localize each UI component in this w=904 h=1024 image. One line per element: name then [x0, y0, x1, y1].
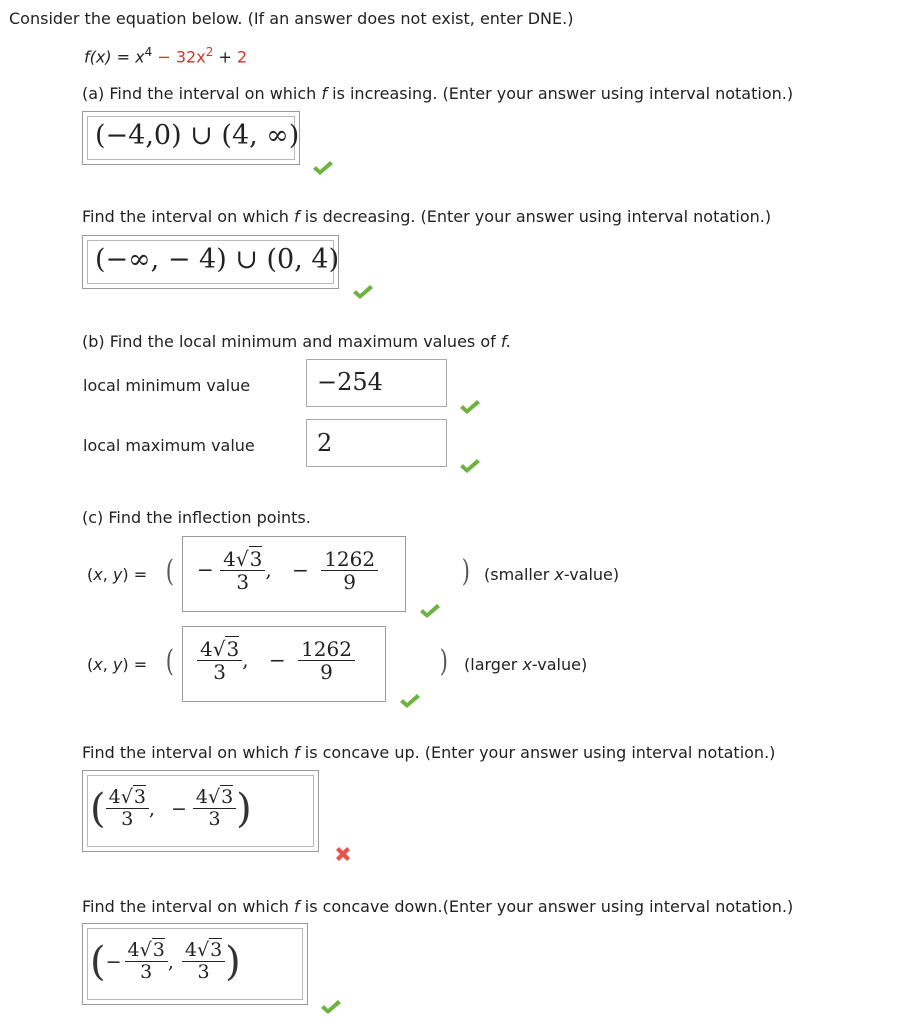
p1-y-fraction — [321, 549, 378, 593]
cd-sign: − — [105, 951, 122, 973]
smaller-x-note — [484, 565, 619, 584]
increasing-answer: (−4,0) ∪ (4, ∞) — [95, 120, 300, 151]
correct-check-icon — [459, 458, 481, 474]
xy-open: ( — [87, 655, 94, 674]
inflection-point-1-value — [197, 549, 378, 593]
p2-note-x: x — [522, 655, 532, 674]
xy-close: ) = — [122, 655, 148, 674]
left-paren: ( — [165, 644, 174, 679]
p2-x-den: 3 — [213, 660, 226, 684]
cu-right-radicand: 3 — [221, 786, 234, 809]
cu-comma: , — [148, 798, 155, 820]
decreasing-prompt-f: f — [294, 207, 300, 226]
concave-down-prompt-f: f — [294, 897, 300, 916]
p1-note-x: x — [554, 565, 564, 584]
concave-up-answer — [90, 779, 252, 839]
cd-left-num-coef: 4 — [127, 939, 140, 962]
equation-exp2: 2 — [205, 45, 214, 59]
part-c-prompt: (c) Find the inflection points. — [82, 508, 311, 527]
p2-x-num-coef: 4 — [200, 637, 213, 661]
left-paren: ( — [90, 939, 106, 985]
cd-right-num-coef: 4 — [184, 939, 197, 962]
decreasing-prompt-suffix: is decreasing. (Enter your answer using interval notation.) — [299, 207, 772, 226]
p2-y-num: 1262 — [298, 639, 355, 661]
inflection-point-2-input[interactable] — [182, 626, 386, 702]
local-min-input[interactable] — [306, 359, 447, 407]
cd-right-den: 3 — [197, 961, 210, 984]
decreasing-prompt-prefix: Find the interval on which — [82, 207, 295, 226]
p1-x-num-coef: 4 — [223, 547, 236, 571]
p2-comma: , — [242, 647, 249, 672]
correct-check-icon — [419, 603, 441, 619]
incorrect-x-icon — [334, 845, 352, 863]
equation-coef: 32x — [175, 47, 206, 67]
p1-sign-x: − — [197, 557, 214, 582]
p2-y-fraction — [298, 639, 355, 683]
cd-left-fraction: $\frac{4√3}{3}$ — [125, 941, 168, 983]
p1-sign-y: − — [292, 557, 309, 582]
correct-check-icon — [320, 999, 342, 1015]
cd-right-fraction: $\frac{4√3}{3}$ — [182, 941, 225, 983]
p1-y-den: 9 — [343, 570, 356, 594]
p2-x-radicand: 3 — [226, 637, 240, 661]
inflection-point-2-value — [197, 639, 355, 683]
equation — [84, 45, 247, 66]
xy-y: y — [112, 655, 123, 674]
cu-left-fraction: $\frac{4√3}{3}$ — [106, 788, 149, 830]
local-max-value: 2 — [317, 429, 333, 457]
cd-comma: , — [167, 951, 174, 973]
correct-check-icon — [312, 160, 334, 176]
p2-note-pre: (larger — [464, 655, 523, 674]
part-a-prompt — [82, 84, 793, 103]
xy-close: ) = — [122, 565, 148, 584]
concave-down-prompt — [82, 897, 793, 916]
local-min-label: local minimum value — [83, 376, 251, 395]
p1-x-den: 3 — [236, 570, 250, 594]
part-a-prompt-suffix: is increasing. (Enter your answer using interval notation.) — [327, 84, 794, 103]
concave-up-prompt-f: f — [294, 743, 300, 762]
p2-note-post: -value) — [531, 655, 588, 674]
equation-plus: + — [218, 47, 232, 67]
larger-x-note — [464, 655, 587, 674]
p1-x-fraction: $\frac{4√3}{3}$ — [220, 549, 265, 593]
p1-note-post: -value) — [563, 565, 620, 584]
part-b-prompt-f: f. — [500, 332, 512, 351]
xy-label-1 — [87, 565, 147, 584]
local-max-label: local maximum value — [83, 436, 255, 455]
xy-mid: , — [102, 565, 113, 584]
inflection-point-1-input[interactable] — [182, 536, 406, 612]
intro-text: Consider the equation below. (If an answer does not exist, enter DNE.) — [9, 9, 574, 28]
decreasing-prompt — [82, 207, 771, 226]
xy-x: x — [93, 655, 103, 674]
correct-check-icon — [459, 399, 481, 415]
cu-right-fraction: $\frac{4√3}{3}$ — [193, 788, 236, 830]
p2-sign-y: − — [268, 647, 286, 672]
decreasing-answer-box[interactable] — [82, 235, 339, 289]
local-min-value: −254 — [317, 368, 383, 396]
concave-up-prompt-prefix: Find the interval on which — [82, 743, 295, 762]
concave-down-prompt-suffix: is concave down.(Enter your answer using interval notation.) — [299, 897, 794, 916]
part-b-prompt-prefix: (b) Find the local minimum and maximum values of — [82, 332, 501, 351]
correct-check-icon — [352, 284, 374, 300]
concave-down-answer — [90, 932, 241, 992]
p2-y-den: 9 — [320, 660, 333, 684]
concave-up-answer-box[interactable] — [82, 770, 319, 852]
concave-up-prompt-suffix: is concave up. (Enter your answer using interval notation.) — [299, 743, 776, 762]
equation-minus: − — [157, 47, 171, 67]
cd-left-den: 3 — [140, 961, 153, 984]
cd-right-radicand: 3 — [210, 939, 223, 962]
decreasing-answer: (−∞, − 4) ∪ (0, 4) — [95, 244, 340, 275]
xy-y: y — [112, 565, 123, 584]
left-paren: ( — [165, 554, 174, 589]
xy-x: x — [93, 565, 103, 584]
part-b-prompt — [82, 332, 511, 351]
right-paren: ) — [236, 786, 252, 832]
part-a-prompt-prefix: (a) Find the interval on which — [82, 84, 322, 103]
equation-fx: f(x) = x — [84, 47, 145, 67]
p1-y-num: 1262 — [321, 549, 378, 571]
cu-sign: − — [170, 798, 187, 820]
p2-x-fraction: $\frac{4√3}{3}$ — [197, 639, 242, 683]
right-paren: ) — [225, 939, 241, 985]
equation-exp4: 4 — [144, 45, 153, 59]
cu-right-num-coef: 4 — [195, 786, 208, 809]
correct-check-icon — [399, 693, 421, 709]
cu-right-den: 3 — [208, 808, 221, 831]
left-paren: ( — [90, 786, 106, 832]
p1-x-radicand: 3 — [249, 547, 263, 571]
cu-left-den: 3 — [121, 808, 134, 831]
local-max-input[interactable] — [306, 419, 447, 467]
xy-mid: , — [102, 655, 113, 674]
xy-label-2 — [87, 655, 147, 674]
cu-left-num-coef: 4 — [108, 786, 121, 809]
cd-left-radicand: 3 — [152, 939, 165, 962]
concave-down-answer-box[interactable] — [82, 923, 308, 1005]
part-a-prompt-f: f — [321, 84, 328, 103]
concave-up-prompt — [82, 743, 775, 762]
equation-const: 2 — [236, 47, 248, 67]
concave-down-prompt-prefix: Find the interval on which — [82, 897, 295, 916]
xy-open: ( — [87, 565, 94, 584]
cu-left-radicand: 3 — [133, 786, 146, 809]
increasing-answer-box[interactable] — [82, 111, 300, 165]
right-paren: ) — [461, 554, 470, 589]
right-paren: ) — [439, 644, 448, 679]
p1-note-pre: (smaller — [484, 565, 555, 584]
p1-comma: , — [265, 557, 272, 582]
